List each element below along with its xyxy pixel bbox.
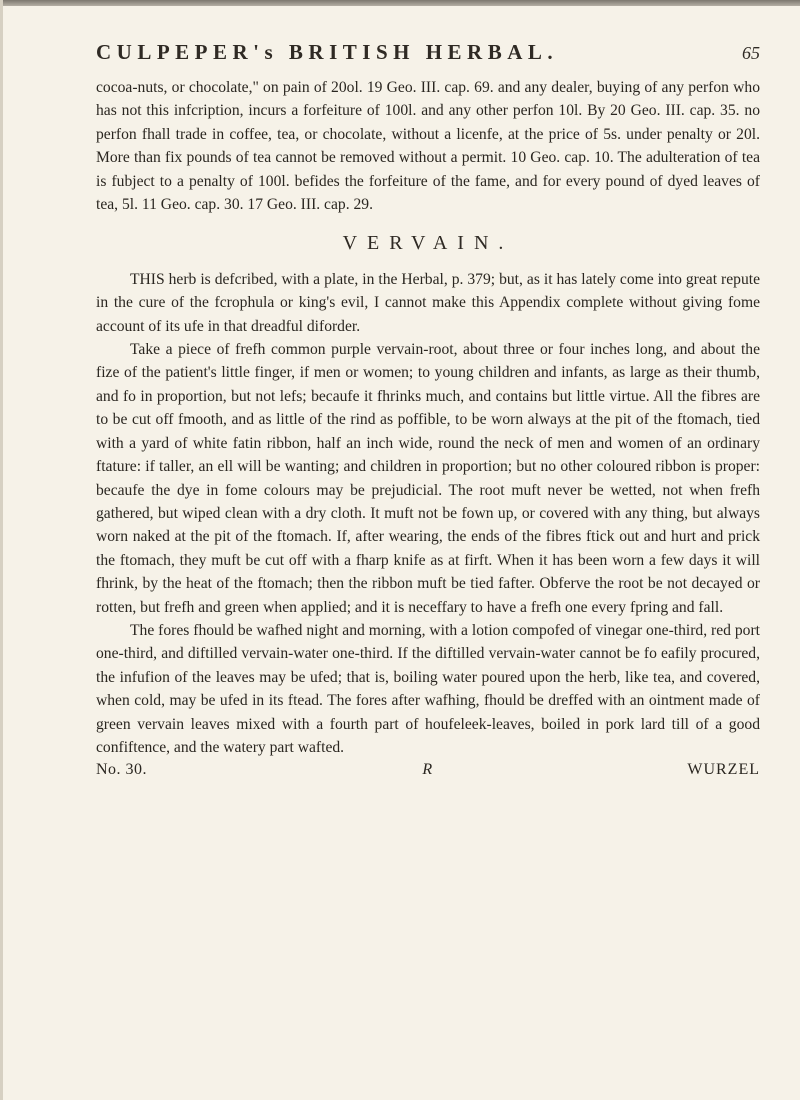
page-footer — [96, 761, 760, 779]
paragraph-description: THIS herb is defcribed, with a plate, in the Herbal, p. 379; but, as it has lately come into great repute in the cure of the fcrophula or king's evil, I cannot make this Appendix complete without giving fome account of its ufe in that dreadful diforder. — [96, 270, 760, 335]
body-text — [96, 76, 760, 759]
paragraph-treatment: The fores fhould be wafhed night and morning, with a lotion compofed of vinegar one-third, red port one-third, and diftilled vervain-water one-third. If the diftilled vervain-water cannot be fo eafily procured, the infufion of the leaves may be ufed; that is, boiling water poured upon the herb, like tea, and covered, when cold, may be ufed in its ftead. The fores after wafhing, fhould be dreffed with an ointment made of green vervain leaves mixed with a fourth part of houfeleek-leaves, boiled in pork lard till of a good confiftence, and the watery part wafted. — [96, 621, 760, 756]
running-title: CULPEPER's BRITISH HERBAL. — [96, 40, 559, 64]
catchword: WURZEL — [687, 761, 760, 779]
paragraph-preparation: Take a piece of frefh common purple vervain-root, about three or four inches long, and about the fize of the patient's little finger, if men or women; to young children and infants, as large as their thumb, and fo in proportion, but not lefs; becaufe it fhrinks much, and contains but little virtue. All the fibres are to be cut off fmooth, and as little of the rind as poffible, to be worn always at the pit of the ftomach, tied with a yard of white fatin ribbon, half an inch wide, round the neck of men and women of an ordinary ftature: if taller, an ell will be wanting; and children in proportion; but no other coloured ribbon is proper: becaufe the dye in fome colours may be prejudicial. The root muft never be wetted, not when frefh gathered, but wiped clean with a dry cloth. It muft not be fown up, or covered with any thing, but always worn naked at the pit of the ftomach. If, after wearing, the ends of the fibres ftick out and hurt and prick the ftomach, they muft be cut off with a fharp knife as at firft. When it has been worn a few days it will fhrink, by the heat of the ftomach; then the ribbon muft be tied fafter. Obferve the root be not decayed or rotten, but frefh and green when applied; and it is neceffary to have a frefh one every fpring and fall. — [96, 341, 760, 616]
signature-mark: R — [422, 761, 433, 779]
section-title: VERVAIN. — [342, 232, 514, 255]
intro-paragraph: cocoa-nuts, or chocolate," on pain of 20ol. 19 Geo. III. cap. 69. and any dealer, buying of any perfon who has not this infcription, incurs a forfeiture of 100l. and any other perfon 10l. By 20 Geo. III. cap. 35. no perfon fhall trade in coffee, tea, or chocolate, without a licenfe, at the price of 5s. under penalty or 20l. More than fix pounds of tea cannot be removed without a permit. 10 Geo. cap. 10. The adulteration of tea is fubject to a penalty of 100l. befides the forfeiture of the fame, and for every pound of dyed leaves of tea, 5l. 11 Geo. cap. 30. 17 Geo. III. cap. 29. — [96, 79, 760, 214]
number-mark: No. 30. — [96, 761, 148, 779]
book-page — [96, 40, 760, 779]
running-head — [96, 40, 760, 76]
page-edge-rule — [0, 0, 3, 1100]
page-number: 65 — [742, 43, 760, 63]
page-top-rule — [0, 0, 800, 6]
